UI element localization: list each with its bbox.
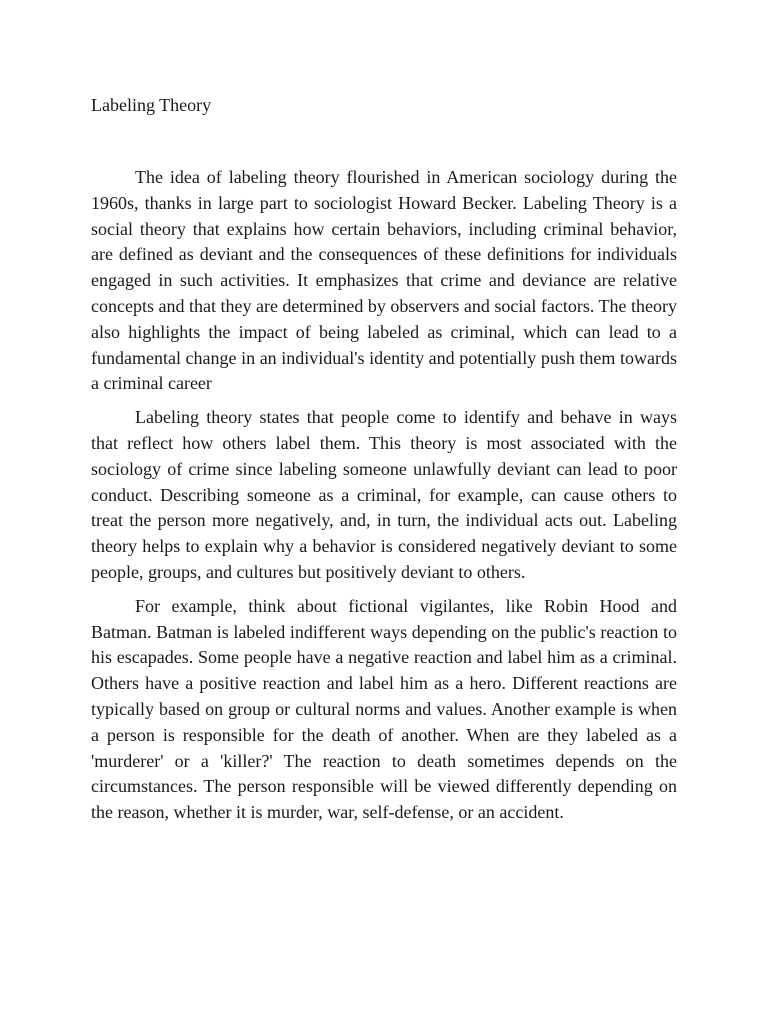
paragraph-2: Labeling theory states that people come to identify and behave in ways that reflect how others label them. This theory is most associated with the sociology of crime since labeling someone unlawfully deviant can lead to poor conduct. Describing someone as a criminal, for example, can cause others to treat the person more negatively, and, in turn, the individual acts out. Labeling theory helps to explain why a behavior is considered negatively deviant to some people, groups, and cultures but positively deviant to others.: [91, 407, 677, 582]
paragraph-1: The idea of labeling theory flourished in American sociology during the 1960s, thanks in large part to sociologist Howard Becker. Labeling Theory is a social theory that explains how certain behaviors, including criminal behavior, are defined as deviant and the consequences of these definitions for individuals engaged in such activities. It emphasizes that crime and deviance are relative concepts and that they are determined by observers and social factors. The theory also highlights the impact of being labeled as criminal, which can lead to a fundamental change in an individual's identity and potentially push them towards a criminal career: [91, 167, 677, 394]
paragraph-3: For example, think about fictional vigilantes, like Robin Hood and Batman. Batman is labeled indifferent ways depending on the public's reaction to his escapades. Some people have a negative reaction and label him as a criminal. Others have a positive reaction and label him as a hero. Different reactions are typically based on group or cultural norms and values. Another example is when a person is responsible for the death of another. When are they labeled as a 'murderer' or a 'killer?' The reaction to death sometimes depends on the circumstances. The person responsible will be viewed differently depending on the reason, whether it is murder, war, self-defense, or an accident.: [91, 595, 677, 823]
document-title: Labeling Theory: [91, 95, 212, 115]
document-body: [91, 165, 677, 834]
